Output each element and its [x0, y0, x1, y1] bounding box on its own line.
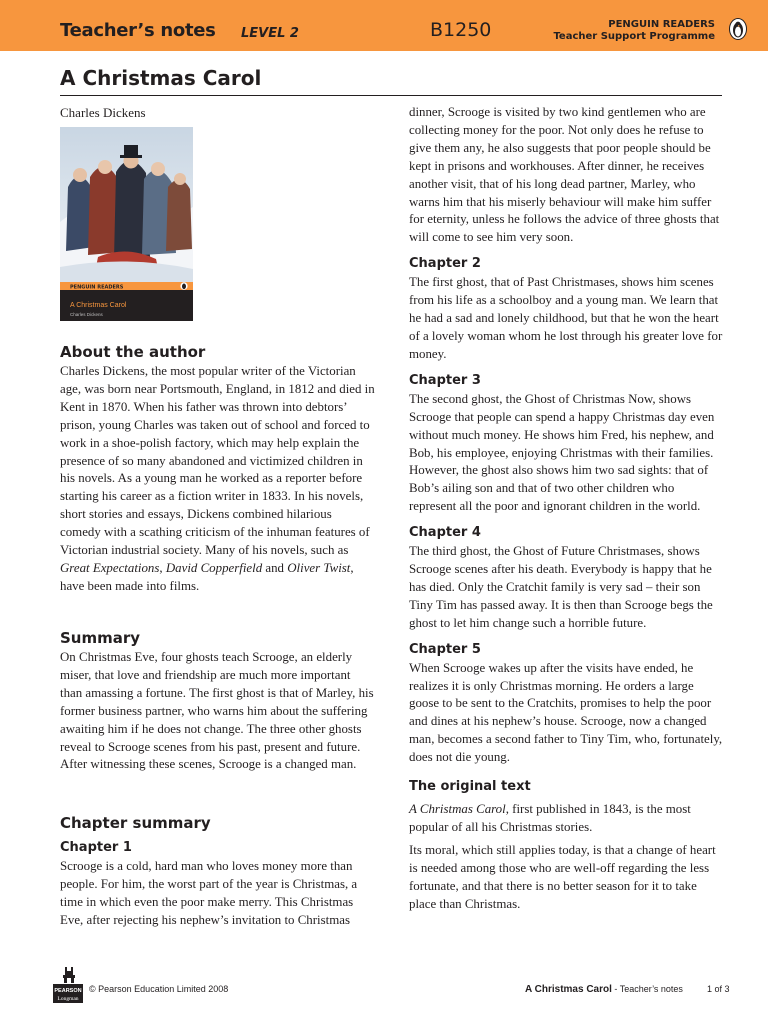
cover-book-author: Charles Dickens	[70, 312, 103, 317]
chapter-1-heading: Chapter 1	[60, 840, 132, 855]
about-author-text	[60, 363, 375, 596]
logo-text-pearson: PEARSON	[54, 988, 82, 994]
header-brand-line1: PENGUIN READERS	[608, 19, 715, 30]
about-text-part1: Charles Dickens, the most popular writer of the Victorian age, was born near Portsmouth, England, in 1812 and died in Kent in 1870. When his father was thrown into debtors’ prison, young Charles was taken out of school and forced to work in a shoe-polish factory, which may help explain the presence of so many abandoned and victimized children in his novels. As a young man he worked as a reporter before starting his career as a fiction writer in 1833. In his novels, short stories and essays, Dickens combined hilarious comedy with a scathing criticism of the inhuman features of Victorian industrial society. Many of his novels, such as	[60, 364, 375, 558]
summary-text: On Christmas Eve, four ghosts teach Scrooge, an elderly miser, that love and friendship are much more important than amassing a fortune. The first ghost is that of Marley, his former business partner, who warns him about the suffering awaiting him if he does not change. The three other ghosts reveal to Scrooge scenes from his past, present and future. After witnessing these scenes, Scrooge is a changed man.	[60, 650, 374, 772]
chapter-summary-section	[60, 814, 375, 930]
about-text-sep2: and	[262, 560, 288, 575]
work-great-expectations: Great Expectations	[60, 560, 160, 575]
cover-series-label: PENGUIN READERS	[70, 284, 124, 291]
title-divider	[60, 95, 722, 96]
right-column	[409, 104, 724, 914]
book-author: Charles Dickens	[60, 105, 146, 120]
about-author-section	[60, 343, 375, 596]
original-text-book-title: A Christmas Carol	[409, 802, 506, 817]
cover-penguin-icon	[180, 282, 187, 290]
penguin-icon	[729, 18, 747, 40]
original-text-p1-body: , first published in 1843, is the most popular of all his Christmas stories.	[409, 802, 691, 834]
chapter-1-text-start: Scrooge is a cold, hard man who loves money more than people. For him, the worst part of the year is Christmas, a time in which even the poor make merry. This Christmas Eve, after rejecting his nephew’s invitation to Christmas	[60, 859, 358, 927]
header-brand	[553, 19, 715, 43]
chapter-3-text: The second ghost, the Ghost of Christmas Now, shows Scrooge that people can spend a happy Christmas day even without much money. He shows him Fred, his nephew, and Bob, his employee, enjoying Christmas with their families. However, the ghost also shows him two sad sights: that of Bob’s ailing son and that of two other children who represent all the poor and ignorant children in the world.	[409, 391, 715, 514]
header-book-code: B1250	[430, 19, 492, 41]
summary-heading: Summary	[60, 629, 141, 647]
left-column	[60, 105, 375, 121]
pearson-longman-logo	[53, 965, 83, 1003]
work-david-copperfield: David Copperfield	[165, 560, 263, 575]
copyright-symbol: ©	[89, 984, 96, 994]
footer-doc-suffix: - Teacher’s notes	[611, 984, 683, 994]
chapter-summary-heading: Chapter summary	[60, 814, 211, 832]
header-level: LEVEL 2	[241, 26, 299, 41]
chapter-1-text-continued: dinner, Scrooge is visited by two kind gentlemen who are collecting money for the poor. Not only does he refuse to give them any, he also suggests that poor people should be kept in prisons and workhouses. After dinner, he receives another visit, that of his long dead partner, Marley, who warns him that his miserly behaviour will make him suffer for eternity, unless he follows the advice of three ghosts that will come to see him very soon.	[409, 105, 720, 245]
summary-section	[60, 629, 375, 774]
logo-text-longman: Longman	[57, 996, 79, 1002]
page-title: A Christmas Carol	[60, 66, 262, 90]
work-oliver-twist: Oliver Twist	[287, 560, 351, 575]
footer-doc-title-bold: A Christmas Carol	[525, 984, 612, 995]
about-author-heading: About the author	[60, 343, 206, 361]
chapter-4-text: The third ghost, the Ghost of Future Christmases, shows Scrooge scenes after his death. Everybody is happy that he has died. Only the Cratchit family is very sad – their son Tiny Tim has passed away. It is then than Scrooge begs the ghost to let him change such a horrible future.	[409, 544, 713, 630]
footer-copyright	[89, 984, 228, 994]
original-text-p2: Its moral, which still applies today, is that a change of heart is needed among those who are well-off regarding the less fortunate, and that there is no better season for it to take place than Christmas.	[409, 842, 716, 911]
chapter-5-text: When Scrooge wakes up after the visits have ended, he realizes it is only Christmas morning. He orders a large goose to be sent to the Cratchits, promises to help the poor and dines at his nephew’s house. Scrooge, now a changed man, becomes a second father to Tiny Tim, who, fortunately, does not die young.	[409, 660, 723, 765]
chapter-4-heading: Chapter 4	[409, 525, 481, 541]
chapter-2-text: The first ghost, that of Past Christmases, shows him scenes from his life as a schoolboy and a young man. We learn that he had a sad and lonely childhood, but that he won the heart of a lovely woman whom he lost through his greater love for money.	[409, 275, 723, 361]
footer-doc-title	[525, 984, 683, 995]
original-text-p1	[409, 801, 724, 837]
book-cover-image	[60, 127, 193, 321]
about-text-part2: , have been made into films.	[60, 560, 354, 593]
header-notes-label: Teacher’s notes	[60, 20, 216, 41]
chapter-5-heading: Chapter 5	[409, 641, 481, 657]
chapter-2-heading: Chapter 2	[409, 256, 481, 272]
original-text-heading: The original text	[409, 779, 531, 795]
copyright-text: Pearson Education Limited 2008	[98, 984, 229, 994]
header-brand-line2: Teacher Support Programme	[553, 31, 715, 42]
footer-page-number: 1 of 3	[707, 984, 730, 994]
chapter-3-heading: Chapter 3	[409, 372, 481, 388]
about-text-sep1: ,	[159, 560, 166, 575]
cover-book-title: A Christmas Carol	[70, 302, 127, 309]
